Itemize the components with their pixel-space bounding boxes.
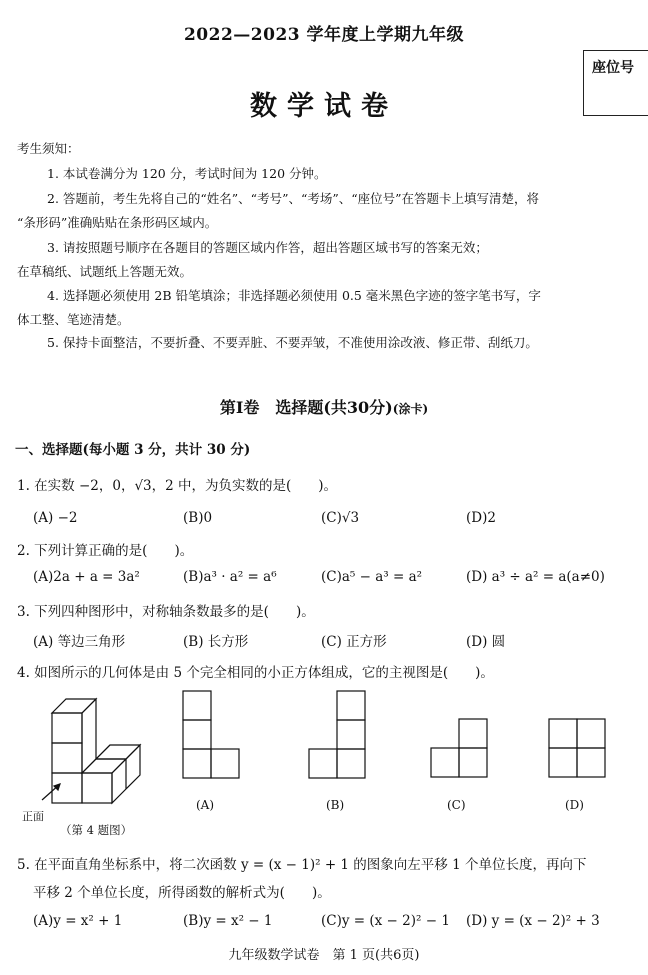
view-square — [577, 748, 605, 777]
page-footer: 九年级数学试卷 第 1 页(共6页) — [228, 948, 420, 963]
cube-front-face — [82, 773, 112, 803]
view-square — [337, 691, 365, 720]
q4-figure-caption: （第 4 题图） — [60, 823, 133, 837]
view-square — [549, 748, 577, 777]
q5-option-b: (B)y = x² − 1 — [183, 913, 273, 929]
q4-option-a-view — [182, 690, 242, 780]
cube-edge — [96, 745, 110, 759]
q3-option-b: (B) 长方形 — [183, 634, 249, 650]
notice-item-5: 5. 保持卡面整洁，不要折叠、不要弄脏、不要弄皱，不准使用涂改液、修正带、刮纸刀。 — [47, 335, 538, 350]
q2-option-a: (A)2a + a = 3a² — [33, 569, 140, 585]
q2-option-b: (B)a³ · a² = a⁶ — [183, 569, 277, 585]
q3-option-c: (C) 正方形 — [321, 634, 387, 650]
view-square — [337, 720, 365, 749]
q2-option-c: (C)a⁵ − a³ = a² — [321, 569, 423, 585]
cube-front-face — [52, 743, 82, 773]
view-square — [431, 748, 459, 777]
q4-option-d-view — [548, 718, 608, 780]
notice-item-3: 3. 请按照题号顺序在各题目的答题区域内作答，超出答题区域书写的答案无效； — [47, 240, 488, 255]
q4-solid-figure — [20, 688, 160, 828]
notice-item-3-cont: 在草稿纸、试题纸上答题无效。 — [17, 264, 193, 279]
q5-stem-line2: 平移 2 个单位长度，所得函数的解析式为( )。 — [33, 885, 331, 901]
view-square — [183, 691, 211, 720]
q5-option-d: (D) y = (x − 2)² + 3 — [466, 913, 600, 929]
q5-option-a: (A)y = x² + 1 — [33, 913, 123, 929]
q2-option-d: (D) a³ ÷ a² = a(a≠0) — [466, 569, 605, 585]
cube-front-face — [52, 713, 82, 743]
q4-stem: 4. 如图所示的几何体是由 5 个完全相同的小正方体组成，它的主视图是( )。 — [17, 665, 494, 681]
view-square — [459, 719, 487, 748]
year-title: 2022—2023 学年度上学期九年级 — [183, 25, 465, 45]
q3-option-a: (A) 等边三角形 — [33, 634, 126, 650]
exam-title: 数学试卷 — [250, 91, 398, 122]
q3-stem: 3. 下列四种图形中，对称轴条数最多的是( )。 — [17, 604, 315, 620]
q2-stem: 2. 下列计算正确的是( )。 — [17, 543, 194, 559]
part-title: 一、选择题(每小题 3 分，共计 30 分) — [15, 442, 251, 458]
q4-option-d-label: (D) — [565, 798, 584, 812]
q4-option-c-view — [430, 718, 490, 780]
q5-stem-line1: 5. 在平面直角坐标系中，将二次函数 y = (x − 1)² + 1 的图象向左平移 1 个单位长度，再向下 — [17, 857, 587, 873]
q1-option-c: (C)√3 — [321, 510, 360, 526]
view-square — [549, 719, 577, 748]
section-title-text: 第Ⅰ卷 选择题(共30分) — [219, 398, 393, 417]
view-square — [337, 749, 365, 778]
section-title — [0, 395, 648, 418]
section-note: (涂卡) — [392, 402, 429, 416]
q4-option-a-label: (A) — [196, 798, 215, 812]
view-square — [577, 719, 605, 748]
notice-item-2: 2. 答题前，考生先将自己的“姓名”、“考号”、“考场”、“座位号”在答题卡上填写清楚，将 — [47, 191, 540, 206]
q5-option-c: (C)y = (x − 2)² − 1 — [321, 913, 450, 929]
q4-option-b-label: (B) — [326, 798, 345, 812]
view-square — [183, 720, 211, 749]
notice-item-1: 1. 本试卷满分为 120 分，考试时间为 120 分钟。 — [47, 166, 327, 181]
view-square — [309, 749, 337, 778]
q4-option-c-label: (C) — [447, 798, 466, 812]
q1-option-d: (D)2 — [466, 510, 496, 526]
q1-option-b: (B)0 — [183, 510, 213, 526]
q4-option-b-view — [308, 690, 368, 780]
view-square — [459, 748, 487, 777]
view-square — [183, 749, 211, 778]
q3-option-d: (D) 圆 — [466, 634, 506, 650]
view-square — [211, 749, 239, 778]
q1-option-a: (A) −2 — [33, 510, 78, 526]
q1-stem: 1. 在实数 −2，0，√3，2 中，为负实数的是( )。 — [17, 478, 338, 494]
notice-item-2-cont: “条形码”准确贴贴在条形码区域内。 — [17, 215, 218, 230]
front-label: 正面 — [22, 810, 44, 823]
seat-number-label: 座位号 — [592, 60, 634, 76]
notice-item-4-cont: 体工整、笔迹清楚。 — [17, 312, 130, 327]
notice-item-4: 4. 选择题必须使用 2B 铅笔填涂；非选择题必须使用 0.5 毫米黑色字迹的签字笔书写，字 — [47, 288, 541, 303]
notice-heading: 考生须知： — [17, 141, 80, 156]
